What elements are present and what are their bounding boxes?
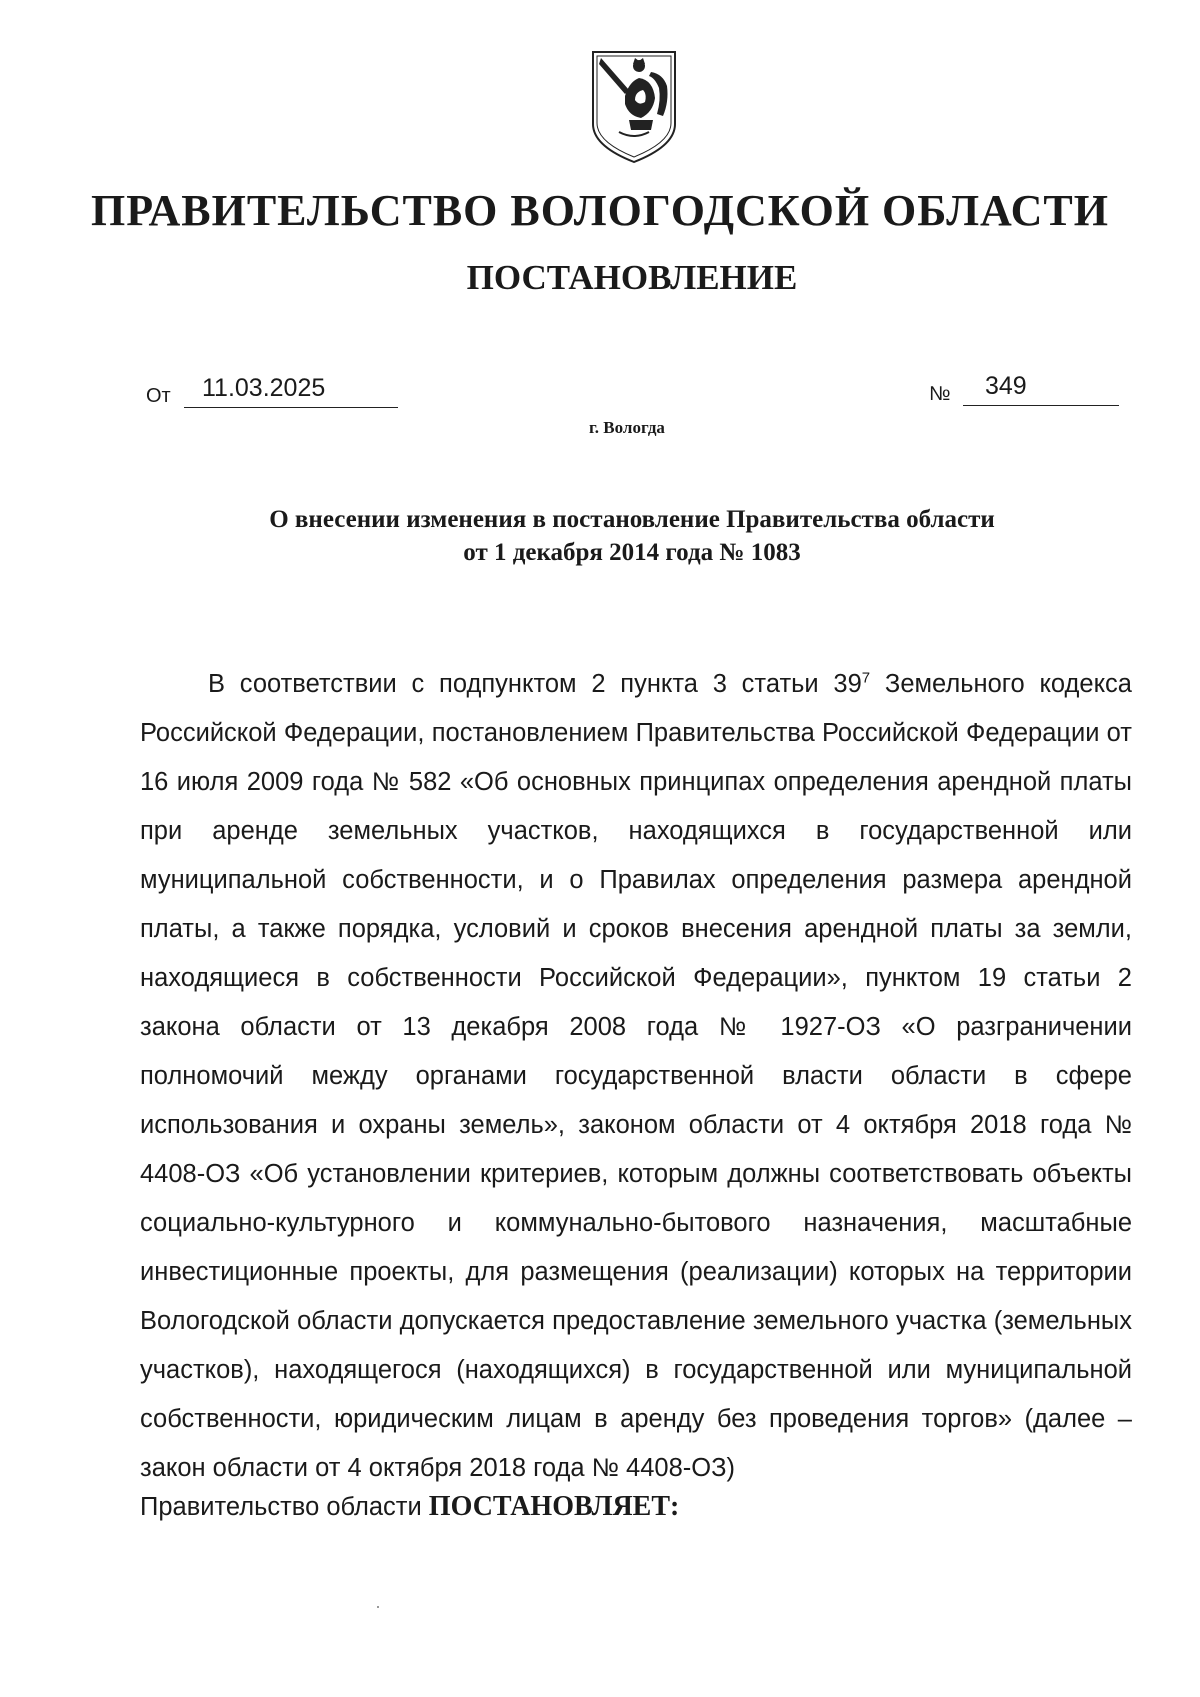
subject-line-1: О внесении изменения в постановление Правительства области [269, 506, 995, 533]
preamble-text-start: В соответствии с подпунктом 2 пункта 3 статьи 39 [208, 670, 862, 698]
preamble-paragraph [140, 660, 1132, 1493]
coat-of-arms-emblem [589, 46, 679, 166]
scan-artifact [377, 1606, 379, 1608]
date-line [146, 374, 326, 408]
document-subject [0, 503, 1200, 569]
decree-verb: ПОСТАНОВЛЯЕТ [428, 1491, 671, 1522]
document-date: 11.03.2025 [184, 374, 398, 408]
decree-lead: Правительство области [140, 1493, 429, 1521]
number-prefix: № [929, 383, 951, 405]
city: г. Вологда [589, 418, 665, 437]
document-number: 349 [963, 372, 1119, 406]
date-prefix: От [146, 385, 171, 407]
number-line [929, 372, 1027, 406]
subject-line-2: от 1 декабря 2014 года № 1083 [463, 539, 801, 566]
organization-title: ПРАВИТЕЛЬСТВО ВОЛОГОДСКОЙ ОБЛАСТИ [91, 186, 1109, 235]
article-superscript: 7 [861, 669, 871, 687]
decree-line [140, 1491, 679, 1523]
document-type: ПОСТАНОВЛЕНИЕ [466, 258, 798, 297]
preamble-text-rest: Земельного кодекса Российской Федерации, постановлением Правительства Российской Федерации от 16 июля 2009 года № 582 «Об основных принципах определения арендной платы при аренде земельных участков, находящихся в государственной или муниципальной собственности, и о Правилах определения размера арендной платы, а также порядка, условий и сроков внесения арендной платы за земли, находящиеся в собственности Российской Федерации», пунктом 19 статьи 2 закона области от 13 декабря 2008 года № 1927-ОЗ «О разграничении полномочий между органами государственной власти области в сфере использования и охраны земель», законом области от 4 октября 2018 года № 4408-ОЗ «Об установлении критериев, которым должны соответствовать объекты социально-культурного и коммунально-бытового назначения, масштабные инвестиционные проекты, для размещения (реализации) которых на территории Вологодской области допускается предоставление земельного участка (земельных участков), находящегося (находящихся) в государственной или муниципальной собственности, юридическим лицам в аренду без проведения торгов» (далее – закон области от 4 октября 2018 года № 4408-ОЗ) [140, 670, 1132, 1482]
decree-colon: : [670, 1491, 680, 1522]
